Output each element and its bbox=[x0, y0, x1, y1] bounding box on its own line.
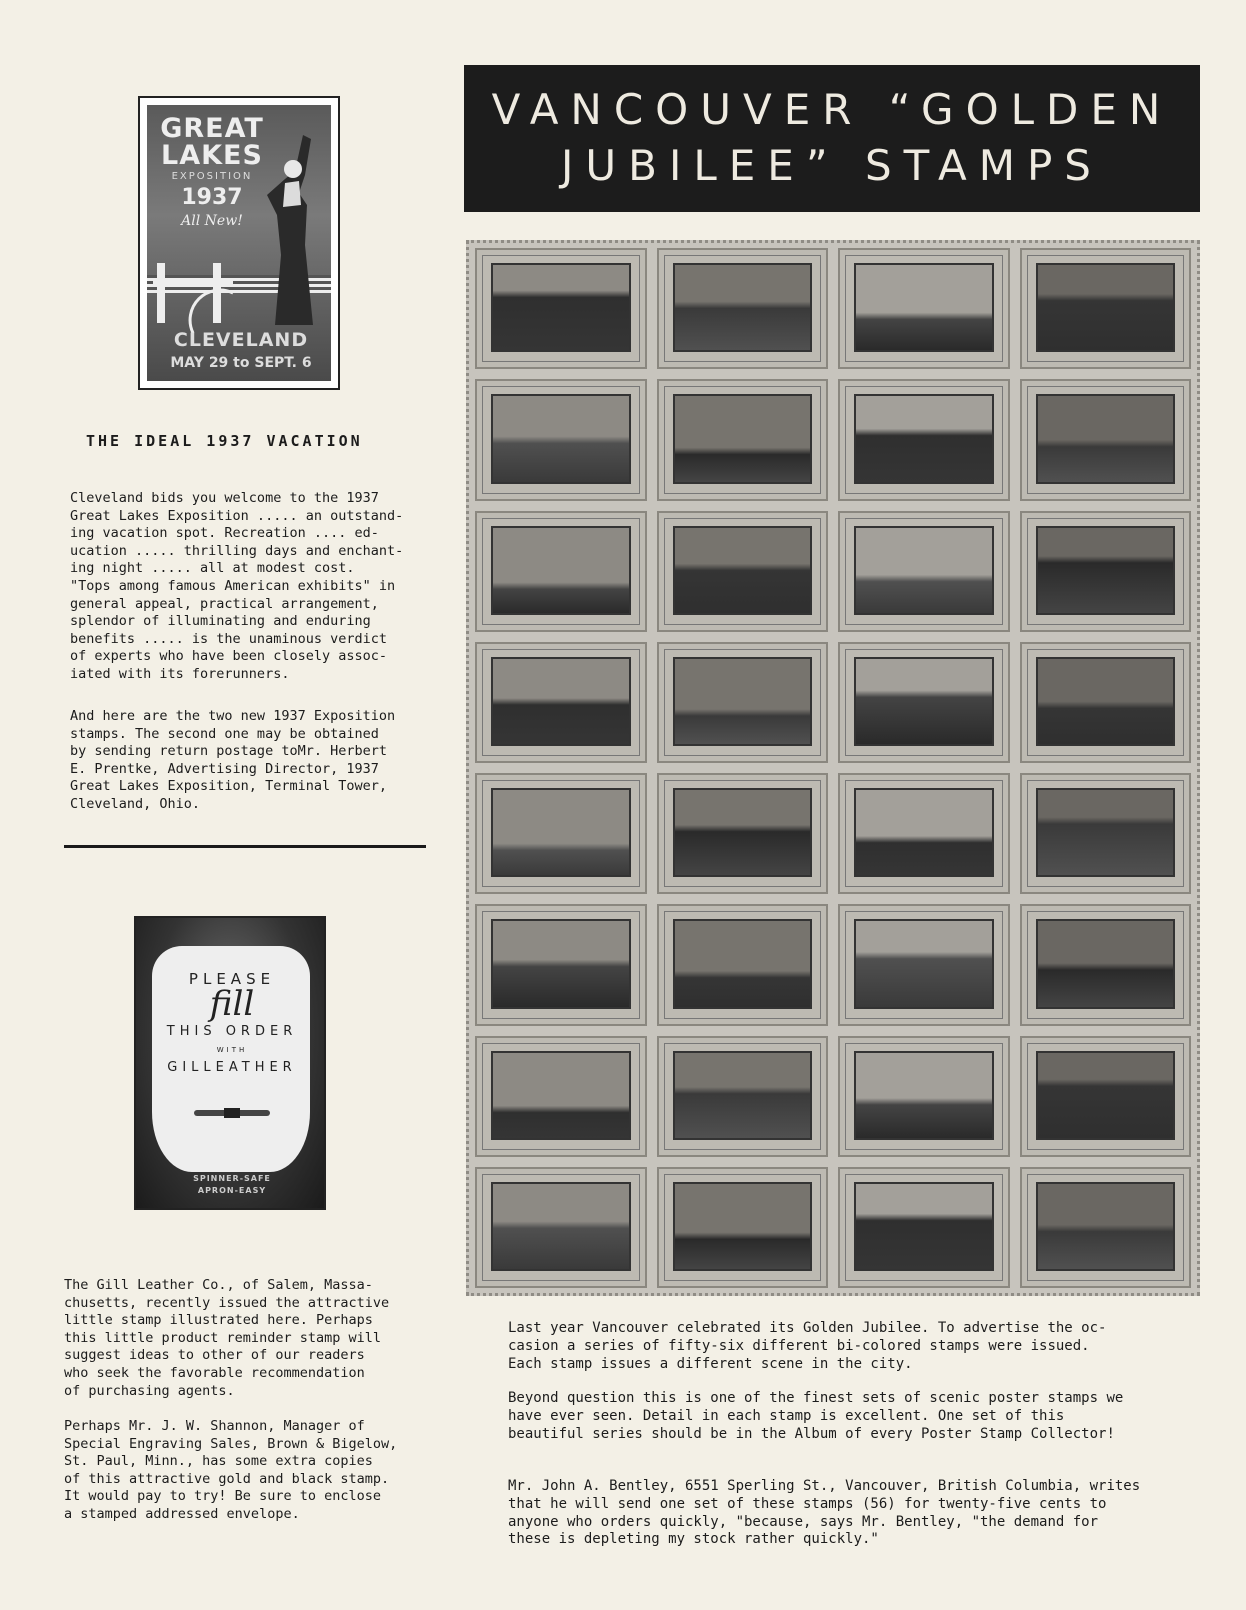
stamp-scene-image bbox=[1036, 1182, 1176, 1271]
stamp-scene-image bbox=[491, 526, 631, 615]
vancouver-paragraph-2: Beyond question this is one of the finest sets of scenic poster stamps we have ever seen. Detail in each stamp is excellent. One set of this beautiful series should be in the Album of every Poster Stamp Collector! bbox=[508, 1390, 1124, 1442]
stamp-scene-image bbox=[491, 394, 631, 483]
stamp-scene-image bbox=[854, 526, 994, 615]
stamp-scene-image bbox=[1036, 394, 1176, 483]
scenic-stamp bbox=[475, 511, 647, 632]
scenic-stamp bbox=[1020, 904, 1192, 1025]
stamp-line-with: WITH bbox=[216, 1046, 248, 1054]
title-line-2: JUBILEE” STAMPS bbox=[561, 141, 1103, 190]
scenic-stamp bbox=[1020, 379, 1192, 500]
stamp-line-fill: fill bbox=[209, 984, 255, 1024]
scenic-stamp bbox=[838, 904, 1010, 1025]
vacation-heading: THE IDEAL 1937 VACATION bbox=[86, 432, 363, 450]
title-line-1: VANCOUVER “GOLDEN bbox=[491, 85, 1173, 134]
stamp-scene-image bbox=[854, 788, 994, 877]
stamp-scene-image bbox=[673, 263, 813, 352]
stamp-sheet bbox=[466, 240, 1200, 1296]
stamp-scene-image bbox=[491, 919, 631, 1008]
scenic-stamp bbox=[475, 773, 647, 894]
stamp-scene-image bbox=[673, 526, 813, 615]
scenic-stamp bbox=[475, 1167, 647, 1288]
stamp-scene-image bbox=[673, 1182, 813, 1271]
scenic-stamp bbox=[838, 248, 1010, 369]
scenic-stamp bbox=[657, 904, 829, 1025]
stamp-scene-image bbox=[1036, 1051, 1176, 1140]
stamp-scene-image bbox=[491, 263, 631, 352]
scenic-stamp bbox=[1020, 248, 1192, 369]
bridge-illustration bbox=[153, 253, 233, 333]
stamp-scene-image bbox=[491, 657, 631, 746]
stamp-scene-image bbox=[1036, 263, 1176, 352]
stamp-scene-image bbox=[491, 1182, 631, 1271]
scenic-stamp bbox=[1020, 511, 1192, 632]
scenic-stamp bbox=[475, 642, 647, 763]
swimmer-figure-illustration bbox=[255, 135, 325, 325]
scenic-stamp bbox=[657, 248, 829, 369]
stamp-scene-image bbox=[1036, 657, 1176, 746]
gill-paragraph-2: Perhaps Mr. J. W. Shannon, Manager of Special Engraving Sales, Brown & Bigelow, St. Paul, Minn., has some extra copies of this attractive gold and black stamp. It would pay to try! Be sure to enclose a stamped addressed envelope. bbox=[64, 1418, 398, 1522]
stamp-subtitle: EXPOSITION bbox=[171, 171, 253, 182]
spindle-icon bbox=[194, 1108, 270, 1118]
scenic-stamp bbox=[838, 1167, 1010, 1288]
stamp-dates: MAY 29 to SEPT. 6 bbox=[170, 355, 312, 371]
great-lakes-exposition-stamp bbox=[138, 96, 340, 390]
scenic-stamp bbox=[475, 904, 647, 1025]
stamp-scene-image bbox=[854, 919, 994, 1008]
stamp-foot-2: APRON-EASY bbox=[197, 1186, 267, 1195]
scenic-stamp bbox=[657, 511, 829, 632]
stamp-scene-image bbox=[854, 657, 994, 746]
scenic-stamp bbox=[838, 642, 1010, 763]
stamp-scene-image bbox=[854, 1182, 994, 1271]
scenic-stamp bbox=[838, 511, 1010, 632]
stamp-line-please: PLEASE bbox=[188, 970, 276, 988]
scenic-stamp bbox=[657, 379, 829, 500]
stamp-city: CLEVELAND bbox=[173, 329, 309, 351]
gilleather-stamp bbox=[134, 916, 326, 1210]
vancouver-title-banner bbox=[464, 65, 1200, 212]
stamp-scene-image bbox=[1036, 526, 1176, 615]
stamp-scene-image bbox=[854, 263, 994, 352]
scenic-stamp bbox=[657, 1036, 829, 1157]
stamp-scene-image bbox=[673, 394, 813, 483]
section-divider bbox=[64, 845, 426, 848]
scenic-stamp bbox=[1020, 1036, 1192, 1157]
scenic-stamp bbox=[475, 1036, 647, 1157]
stamp-tagline: All New! bbox=[181, 213, 243, 229]
stamp-title: GREAT LAKES bbox=[160, 113, 264, 171]
stamp-scene-image bbox=[854, 1051, 994, 1140]
scenic-stamp bbox=[475, 248, 647, 369]
scenic-stamp bbox=[838, 379, 1010, 500]
stamp-scene-image bbox=[673, 657, 813, 746]
vancouver-paragraph-3: Mr. John A. Bentley, 6551 Sperling St., Vancouver, British Columbia, writes that he will send one set of these stamps (56) for twenty-five cents to anyone who orders quickly, "because, says Mr. Bentley, "the demand for these is depleting my stock rather quickly." bbox=[508, 1478, 1141, 1548]
scenic-stamp bbox=[1020, 1167, 1192, 1288]
great-lakes-stamp-artwork bbox=[147, 105, 331, 381]
stamp-scene-image bbox=[1036, 919, 1176, 1008]
stamp-scene-image bbox=[854, 394, 994, 483]
vacation-paragraph-2: And here are the two new 1937 Exposition stamps. The second one may be obtained by sending return postage toMr. Herbert E. Prentke, Advertising Director, 1937 Great Lakes Exposition, Terminal Tower, Cleveland, Ohio. bbox=[70, 708, 396, 812]
stamp-scene-image bbox=[673, 1051, 813, 1140]
stamp-scene-image bbox=[673, 919, 813, 1008]
stamp-year: 1937 bbox=[181, 185, 243, 210]
scenic-stamp bbox=[838, 773, 1010, 894]
gill-paragraph-1: The Gill Leather Co., of Salem, Massa- chusetts, recently issued the attractive little stamp illustrated here. Perhaps this little product reminder stamp will suggest ideas to other of our readers who seek the favorable recommendation of purchasing agents. bbox=[64, 1277, 390, 1399]
stamp-scene-image bbox=[491, 1051, 631, 1140]
scenic-stamp bbox=[657, 773, 829, 894]
vacation-paragraph-1: Cleveland bids you welcome to the 1937 Great Lakes Exposition ..... an outstand- ing vacation spot. Recreation .... ed- ucation ..... thrilling days and enchant- ing night ..... all at modest cost. "Tops among famous American exhibits" in general appeal, practical arrangement, splendor of illuminating and enduring benefits ..... is the unaminous verdict of experts who have been closely assoc- iated with its forerunners. bbox=[70, 490, 404, 682]
scenic-stamp bbox=[1020, 773, 1192, 894]
scenic-stamp bbox=[657, 642, 829, 763]
stamp-grid bbox=[475, 248, 1191, 1288]
stamp-foot-1: SPINNER-SAFE bbox=[193, 1174, 271, 1183]
scenic-stamp bbox=[1020, 642, 1192, 763]
scenic-stamp bbox=[838, 1036, 1010, 1157]
stamp-scene-image bbox=[1036, 788, 1176, 877]
stamp-line-order: THIS ORDER bbox=[166, 1024, 298, 1039]
stamp-scene-image bbox=[673, 788, 813, 877]
scenic-stamp bbox=[475, 379, 647, 500]
stamp-scene-image bbox=[491, 788, 631, 877]
stamp-line-brand: GILLEATHER bbox=[167, 1060, 297, 1075]
vancouver-paragraph-1: Last year Vancouver celebrated its Golden Jubilee. To advertise the oc- casion a series of fifty-six different bi-colored stamps were issued. Each stamp issues a different scene in the city. bbox=[508, 1320, 1107, 1372]
scenic-stamp bbox=[657, 1167, 829, 1288]
